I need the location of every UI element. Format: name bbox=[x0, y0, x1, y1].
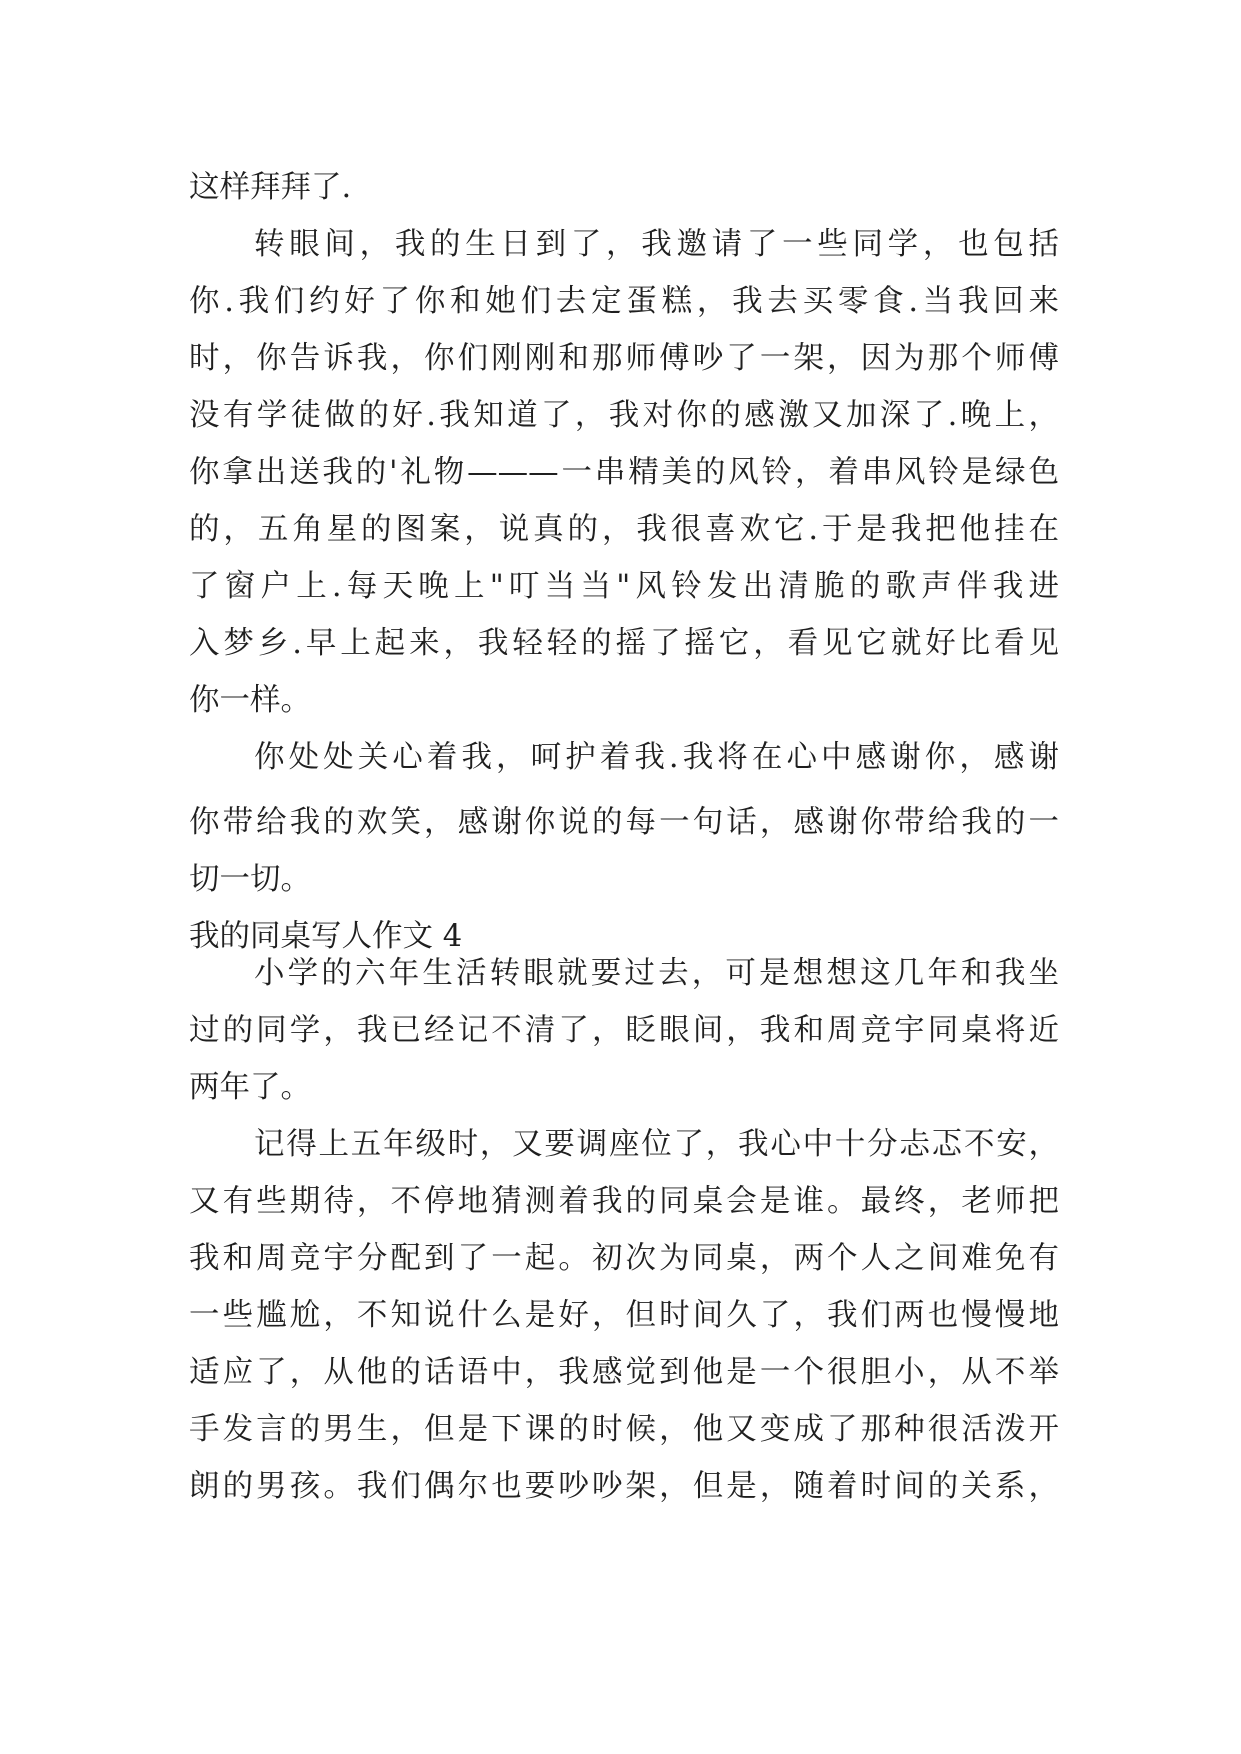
text-line: 了窗户上.每天晚上"叮当当"风铃发出清脆的歌声伴我进 bbox=[189, 569, 1059, 604]
text-line: 手发言的男生，但是下课的时候，他又变成了那种很活泼开 bbox=[189, 1412, 1059, 1447]
text-line: 你.我们约好了你和她们去定蛋糕，我去买零食.当我回来 bbox=[189, 284, 1059, 319]
text-line: 时，你告诉我，你们刚刚和那师傅吵了一架，因为那个师傅 bbox=[189, 341, 1059, 376]
text-line: 一些尴尬，不知说什么是好，但时间久了，我们两也慢慢地 bbox=[189, 1298, 1059, 1333]
text-line: 两年了。 bbox=[189, 1070, 311, 1105]
text-line: 的，五角星的图案，说真的，我很喜欢它.于是我把他挂在 bbox=[189, 512, 1059, 547]
text-line: 过的同学，我已经记不清了，眨眼间，我和周竞宇同桌将近 bbox=[189, 1013, 1059, 1048]
text-line: 又有些期待，不停地猜测着我的同桌会是谁。最终，老师把 bbox=[189, 1184, 1059, 1219]
text-line: 你拿出送我的'礼物———一串精美的风铃，着串风铃是绿色 bbox=[189, 455, 1059, 490]
text-line: 你一样。 bbox=[189, 683, 311, 718]
paragraph-first-line: 小学的六年生活转眼就要过去，可是想想这几年和我坐 bbox=[254, 956, 1059, 991]
text-line: 朗的男孩。我们偶尔也要吵吵架，但是，随着时间的关系， bbox=[189, 1469, 1059, 1504]
paragraph-first-line: 转眼间，我的生日到了，我邀请了一些同学，也包括 bbox=[254, 227, 1059, 262]
text-line: 没有学徒做的好.我知道了，我对你的感激又加深了.晚上， bbox=[189, 398, 1059, 433]
text-line: 入梦乡.早上起来，我轻轻的摇了摇它，看见它就好比看见 bbox=[189, 626, 1059, 661]
text-line: 适应了，从他的话语中，我感觉到他是一个很胆小，从不举 bbox=[189, 1355, 1059, 1390]
text-line: 我和周竞宇分配到了一起。初次为同桌，两个人之间难免有 bbox=[189, 1241, 1059, 1276]
text-line: 你带给我的欢笑，感谢你说的每一句话，感谢你带给我的一 bbox=[189, 805, 1059, 840]
paragraph-first-line: 你处处关心着我，呵护着我.我将在心中感谢你，感谢 bbox=[254, 740, 1059, 775]
paragraph-first-line: 记得上五年级时，又要调座位了，我心中十分忐忑不安， bbox=[254, 1127, 1059, 1162]
section-heading: 我的同桌写人作文 4 bbox=[189, 919, 463, 954]
text-line: 这样拜拜了. bbox=[189, 170, 352, 205]
text-line: 切一切。 bbox=[189, 862, 311, 897]
